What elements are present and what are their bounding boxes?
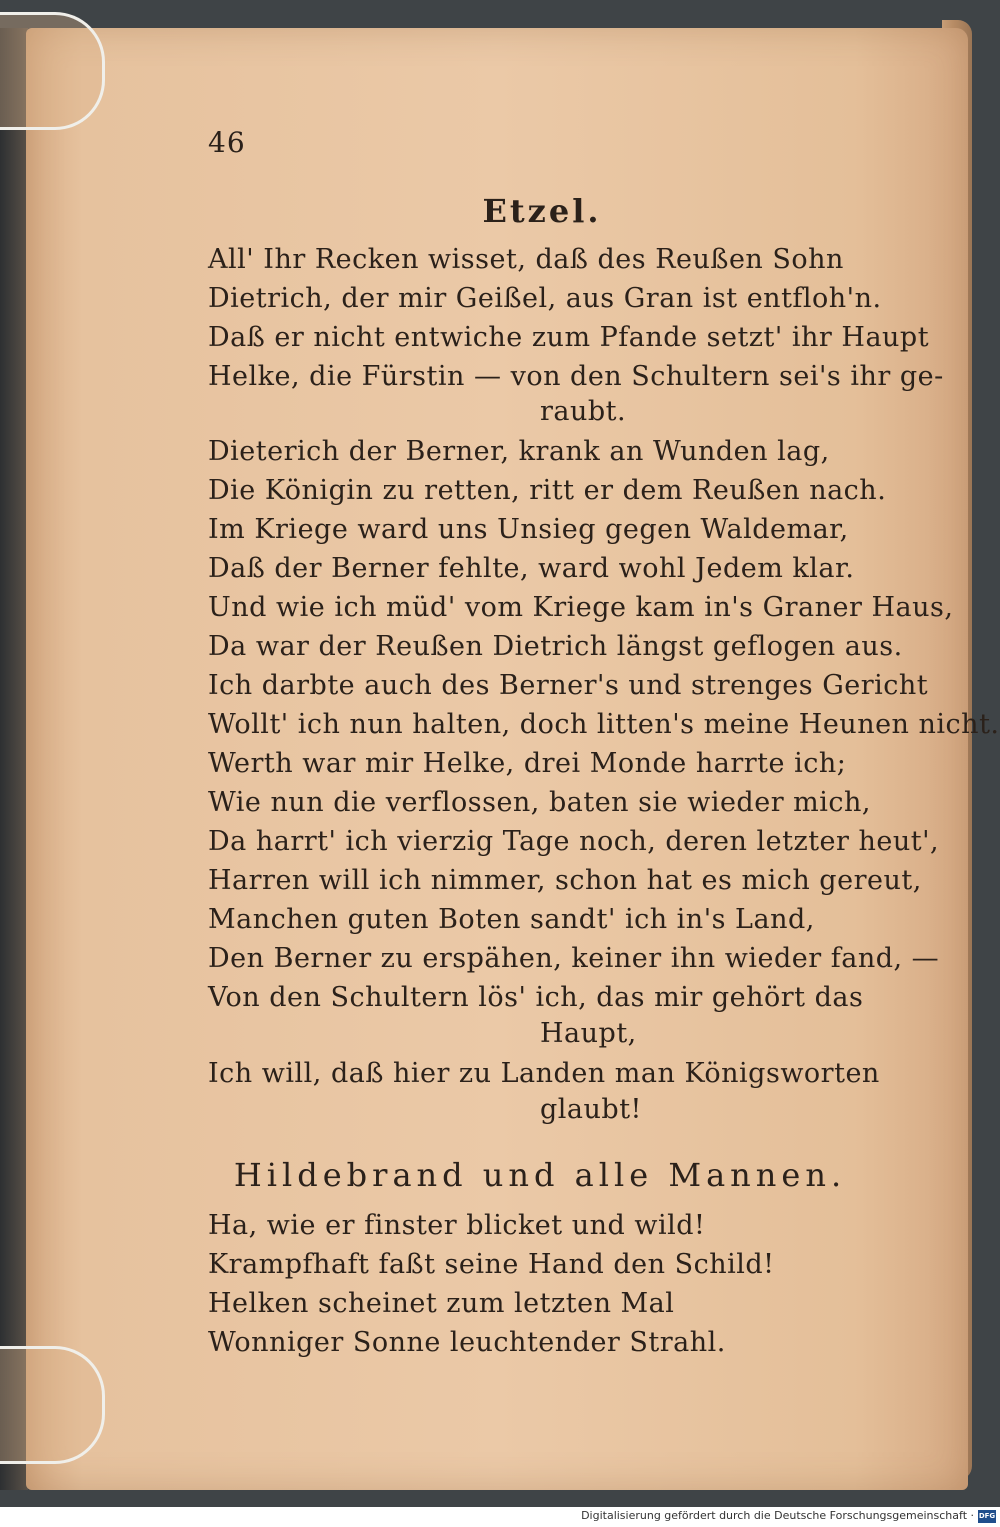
verse-line: All' Ihr Recken wisset, daß des Reußen Sohn <box>208 244 844 275</box>
verse-line: Da harrt' ich vierzig Tage noch, deren letzter heut', <box>208 826 940 857</box>
verse-line: Krampfhaft faßt seine Hand den Schild! <box>208 1249 775 1280</box>
verse-line: Helken scheinet zum letzten Mal <box>208 1288 675 1319</box>
footer-bar <box>0 1507 1000 1527</box>
verse-line: Von den Schultern lös' ich, das mir gehört das <box>208 982 864 1013</box>
verse-line: Daß der Berner fehlte, ward wohl Jedem klar. <box>208 553 855 584</box>
verse-line: Daß er nicht entwiche zum Pfande setzt' ihr Haupt <box>208 322 930 353</box>
verse-line-continuation: raubt. <box>540 396 627 427</box>
verse-line: Dietrich, der mir Geißel, aus Gran ist entfloh'n. <box>208 283 882 314</box>
verse-line: Wonniger Sonne leuchtender Strahl. <box>208 1327 726 1358</box>
verse-line: Werth war mir Helke, drei Monde harrte ich; <box>208 748 847 779</box>
verse-line: Ich darbte auch des Berner's und strenges Gericht <box>208 670 929 701</box>
verse-line: Helke, die Fürstin — von den Schultern sei's ihr ge- <box>208 361 944 392</box>
section-heading-hildebrand: Hildebrand und alle Mannen. <box>233 1156 847 1194</box>
verse-line: Manchen guten Boten sandt' ich in's Land, <box>208 904 815 935</box>
section-heading-etzel: Etzel. <box>482 192 602 230</box>
verse-line: Den Berner zu erspähen, keiner ihn wieder fand, — <box>208 943 940 974</box>
verse-line: Wollt' ich nun halten, doch litten's meine Heunen nicht. <box>208 709 1000 740</box>
verse-line: Ich will, daß hier zu Landen man Königsworten <box>208 1058 880 1089</box>
verse-line-continuation: Haupt, <box>540 1018 637 1049</box>
verse-line: Im Kriege ward uns Unsieg gegen Waldemar, <box>208 514 849 545</box>
verse-line: Ha, wie er finster blicket und wild! <box>208 1210 706 1241</box>
dfg-logo: DFG <box>978 1510 996 1523</box>
verse-line: Dieterich der Berner, krank an Wunden lag, <box>208 436 830 467</box>
verse-line: Und wie ich müd' vom Kriege kam in's Graner Haus, <box>208 592 954 623</box>
verse-line: Da war der Reußen Dietrich längst geflogen aus. <box>208 631 903 662</box>
page-number: 46 <box>208 126 246 159</box>
funding-notice: Digitalisierung gefördert durch die Deutsche Forschungsgemeinschaft · <box>581 1509 974 1522</box>
verse-line: Wie nun die verflossen, baten sie wieder mich, <box>208 787 872 818</box>
verse-line: Die Königin zu retten, ritt er dem Reußen nach. <box>208 475 887 506</box>
verse-line-continuation: glaubt! <box>540 1094 642 1125</box>
verse-line: Harren will ich nimmer, schon hat es mich gereut, <box>208 865 922 896</box>
